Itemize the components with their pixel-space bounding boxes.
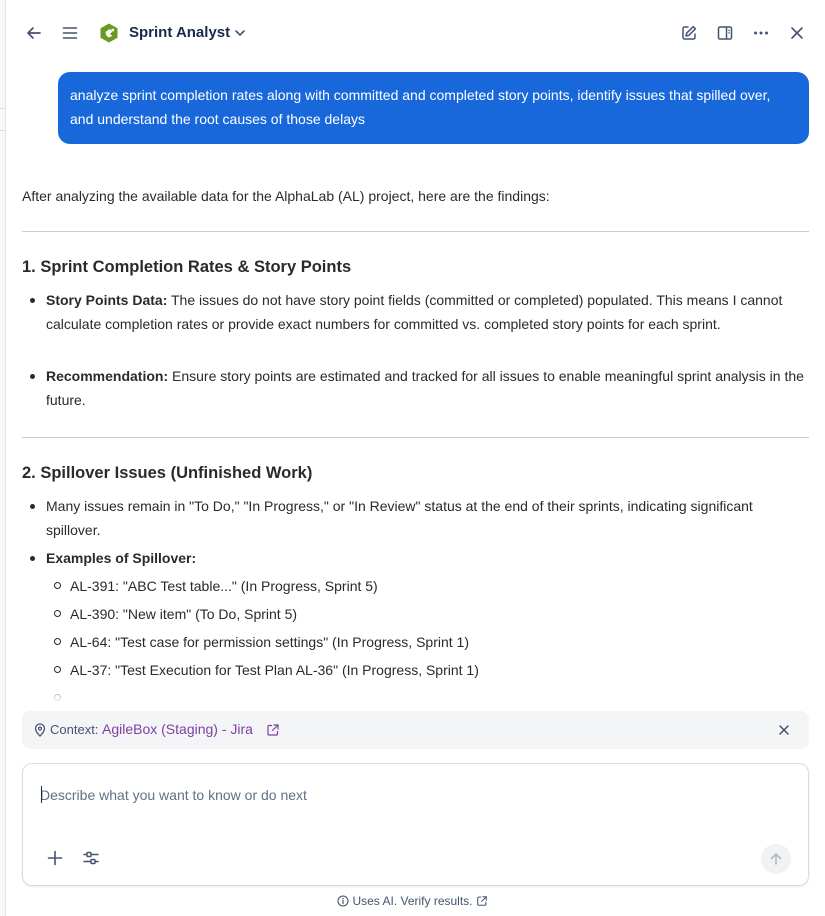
message-composer [22,763,809,886]
ai-disclaimer [0,893,825,911]
close-icon [778,724,790,736]
back-button[interactable] [20,19,48,47]
send-button[interactable] [761,844,791,874]
text-caret [41,786,42,803]
conversation-scroll-area[interactable] [6,66,825,706]
list-item [46,494,811,542]
bullet-text: Ensure story points are estimated and tracked for all issues to enable meaningful sprint analysis in the future. [46,368,804,408]
hamburger-icon [61,24,79,42]
list-item: AL-391: "ABC Test table..." (In Progress, Sprint 5) [70,578,378,594]
plus-icon [46,849,64,867]
bullet-label: Recommendation: [46,368,169,384]
more-options-button[interactable] [747,19,775,47]
sliders-icon [82,849,100,867]
list-item [46,288,811,336]
more-horizontal-icon [752,24,770,42]
section-divider [22,437,809,438]
context-bar [22,711,809,749]
context-link[interactable]: AgileBox (Staging) - Jira [102,721,253,737]
list-item [46,364,811,412]
close-panel-button[interactable] [783,19,811,47]
bullet-marker [30,556,35,561]
list-item: AL-390: "New item" (To Do, Sprint 5) [70,606,298,622]
list-item: AL-64: "Test case for permission settings" (In Progress, Sprint 1) [70,634,469,650]
edit-icon [680,24,698,42]
info-icon [337,895,349,907]
section-heading: 2. Spillover Issues (Unfinished Work) [22,464,313,482]
toggle-panel-button[interactable] [711,19,739,47]
section-heading: 1. Sprint Completion Rates & Story Points [22,258,352,276]
bullet-marker [30,504,35,509]
response-intro: After analyzing the available data for the AlphaLab (AL) project, here are the findings: [22,188,550,204]
list-item [46,546,811,570]
arrow-up-icon [769,852,783,866]
agent-title[interactable]: Sprint Analyst [129,24,231,41]
new-chat-button[interactable] [675,19,703,47]
bullet-marker [30,298,35,303]
message-input[interactable] [40,783,780,807]
section-divider [22,231,809,232]
settings-adjust-button[interactable] [79,846,103,870]
agent-logo-icon [98,22,120,44]
chevron-down-icon[interactable] [232,25,248,41]
arrow-left-icon [25,24,43,42]
sub-bullet-marker [54,638,61,645]
sub-bullet-marker [54,610,61,617]
bullet-label: Examples of Spillover: [46,550,197,566]
external-link-icon[interactable] [266,723,280,737]
disclaimer-text: Uses AI. Verify results. [352,893,473,908]
sub-bullet-marker [54,666,61,673]
split-panel-icon [716,24,734,42]
external-link-icon[interactable] [476,895,488,907]
bullet-text: Many issues remain in "To Do," "In Progress," or "In Review" status at the end of their sprints, indicating significant spillover. [46,498,753,538]
sub-bullet-marker [54,582,61,589]
location-pin-icon [34,723,46,737]
bullet-marker [30,374,35,379]
chat-header [6,0,825,66]
menu-button[interactable] [56,19,84,47]
scroll-fade [6,680,825,706]
bullet-label: Story Points Data: [46,292,168,308]
bullet-text: The issues do not have story point fields (committed or completed) populated. This means I cannot calculate completion rates or provide exact numbers for committed vs. completed story points for each sprint. [46,292,783,332]
list-item: AL-37: "Test Execution for Test Plan AL-36" (In Progress, Sprint 1) [70,662,479,678]
context-label: Context: [50,722,99,737]
add-attachment-button[interactable] [43,846,67,870]
user-message: analyze sprint completion rates along with committed and completed story points, identify issues that spilled over, and understand the root causes of those delays [58,72,809,144]
remove-context-button[interactable] [775,721,793,739]
close-icon [788,24,806,42]
